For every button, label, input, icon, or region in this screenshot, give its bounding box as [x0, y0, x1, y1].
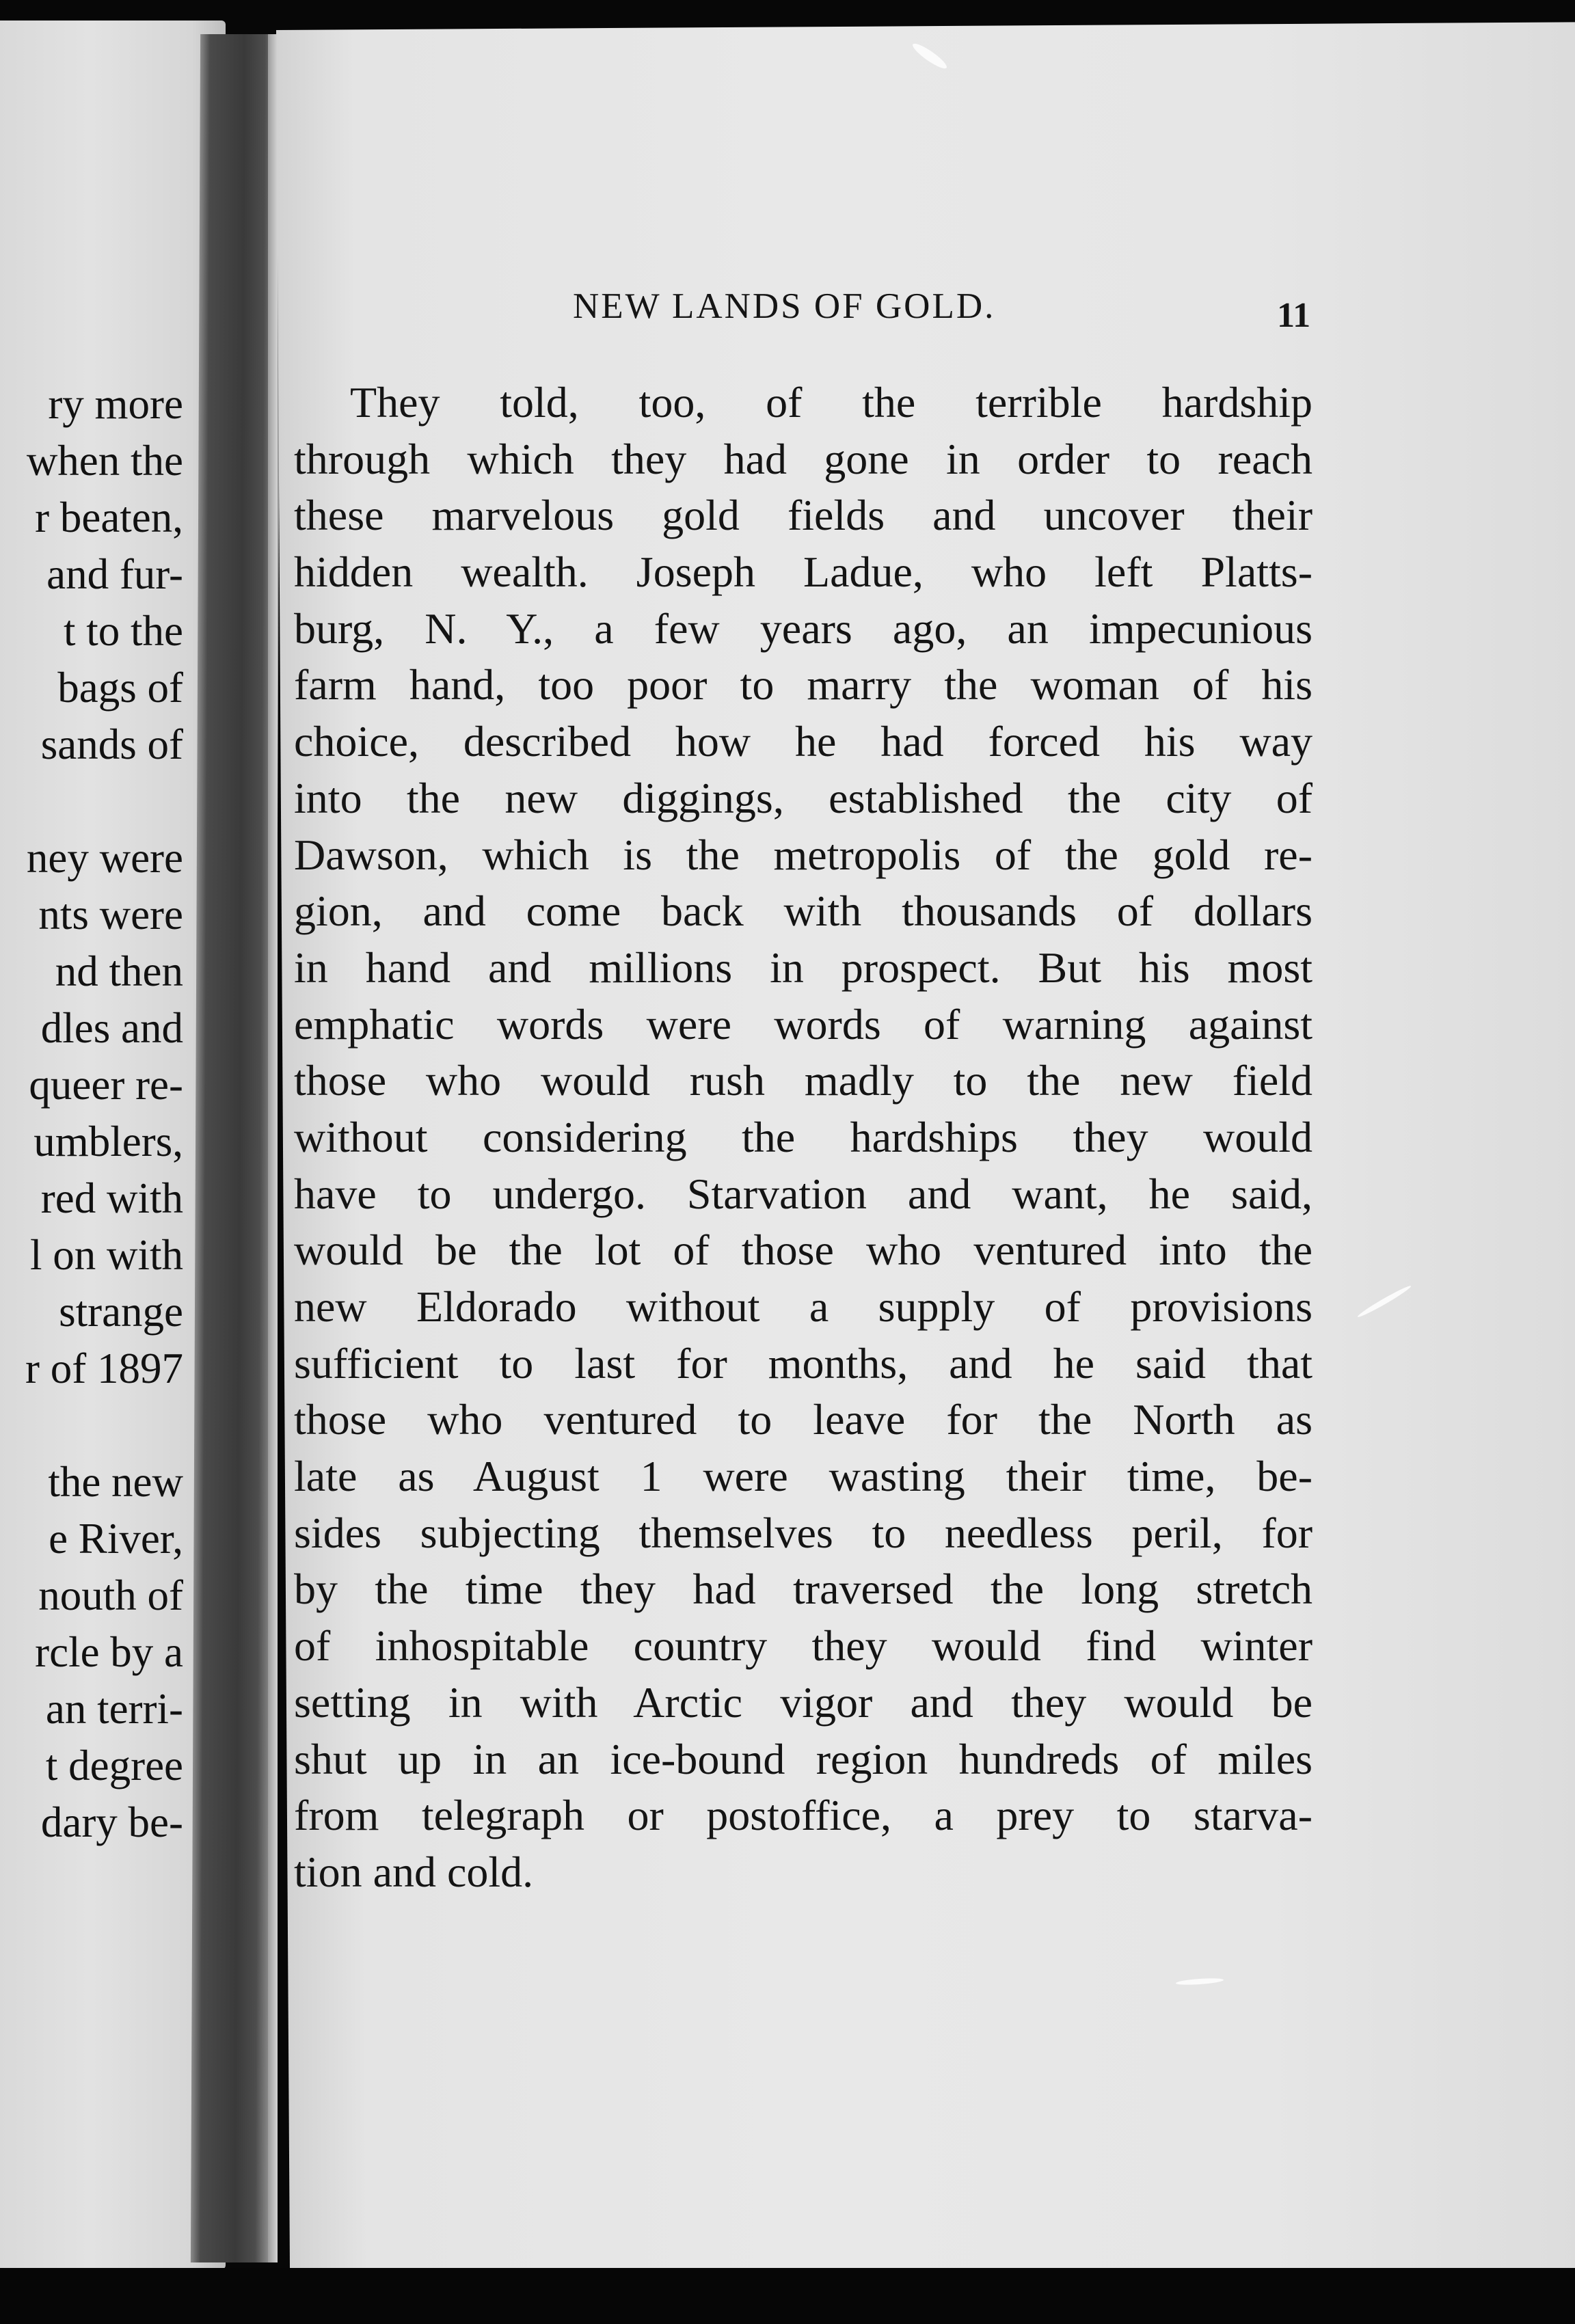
- left-page-line: nts were: [38, 891, 183, 938]
- text-line: through which they had gone in order to reach: [294, 434, 1312, 483]
- text-line: choice, described how he had forced his way: [294, 717, 1312, 766]
- text-line: sufficient to last for months, and he said that: [294, 1338, 1312, 1388]
- left-page-line: dary be-: [40, 1798, 183, 1846]
- left-page-line: and fur-: [46, 550, 183, 598]
- page-number: 11: [1277, 296, 1311, 335]
- text-line: hidden wealth. Joseph Ladue, who left Platts-: [294, 548, 1312, 597]
- text-line: burg, N. Y., a few years ago, an impecunious: [294, 604, 1312, 653]
- left-page-line: t degree: [45, 1742, 183, 1789]
- left-page-line: rcle by a: [35, 1628, 183, 1676]
- left-page-line: an terri-: [45, 1685, 183, 1733]
- text-line: new Eldorado without a supply of provisions: [294, 1282, 1312, 1331]
- left-page-line: umblers,: [33, 1118, 183, 1165]
- left-page-line: e River,: [49, 1515, 183, 1563]
- running-head: NEW LANDS OF GOLD.: [573, 286, 996, 326]
- text-line: setting in with Arctic vigor and they would be: [294, 1677, 1312, 1727]
- left-page-line: l on with: [29, 1231, 183, 1279]
- text-line: by the time they had traversed the long stretch: [294, 1565, 1312, 1614]
- text-line: gion, and come back with thousands of dollars: [294, 887, 1312, 936]
- left-page-line: nouth of: [38, 1571, 183, 1619]
- text-line: emphatic words were words of warning against: [294, 999, 1312, 1049]
- text-line: They told, too, of the terrible hardship: [350, 378, 1312, 427]
- left-page-line: strange: [59, 1288, 183, 1336]
- scan-bottom-band: [0, 2268, 1575, 2324]
- left-page-line: t to the: [64, 607, 183, 655]
- text-line: these marvelous gold fields and uncover their: [294, 491, 1312, 540]
- left-page-line: bags of: [57, 664, 183, 712]
- left-page-line: queer re-: [29, 1061, 183, 1109]
- text-line: sides subjecting themselves to needless peril, for: [294, 1508, 1312, 1557]
- text-line: those who ventured to leave for the North as: [294, 1395, 1312, 1444]
- left-page-line: r of 1897: [25, 1345, 183, 1392]
- text-line: those who would rush madly to the new field: [294, 1056, 1312, 1105]
- text-line: farm hand, too poor to marry the woman of his: [294, 660, 1312, 710]
- left-page-line: r beaten,: [35, 494, 183, 541]
- left-page-line: sands of: [40, 720, 183, 768]
- text-line: into the new diggings, established the city of: [294, 773, 1312, 822]
- gutter-edge: [268, 34, 278, 2262]
- left-page-line: nd then: [55, 947, 183, 995]
- text-line: of inhospitable country they would find winter: [294, 1621, 1312, 1671]
- text-line: have to undergo. Starvation and want, he said,: [294, 1169, 1312, 1218]
- left-page-line: ney were: [26, 834, 183, 882]
- left-page-line: the new: [48, 1458, 183, 1506]
- body-paragraph: [294, 375, 1312, 1901]
- left-page-line: dles and: [40, 1004, 183, 1052]
- text-line: shut up in an ice-bound region hundreds of miles: [294, 1734, 1312, 1783]
- left-page-line: red with: [40, 1174, 183, 1222]
- text-line: Dawson, which is the metropolis of the gold re-: [294, 830, 1312, 879]
- left-page-line: ry more: [48, 380, 183, 428]
- text-line: late as August 1 were wasting their time, be-: [294, 1452, 1312, 1501]
- text-line: would be the lot of those who ventured into the: [294, 1226, 1312, 1275]
- text-line: in hand and millions in prospect. But his most: [294, 943, 1312, 992]
- left-page-line: when the: [26, 437, 183, 485]
- text-line: from telegraph or postoffice, a prey to starva-: [294, 1791, 1312, 1840]
- text-line: tion and cold.: [294, 1847, 534, 1896]
- text-line: without considering the hardships they would: [294, 1112, 1312, 1161]
